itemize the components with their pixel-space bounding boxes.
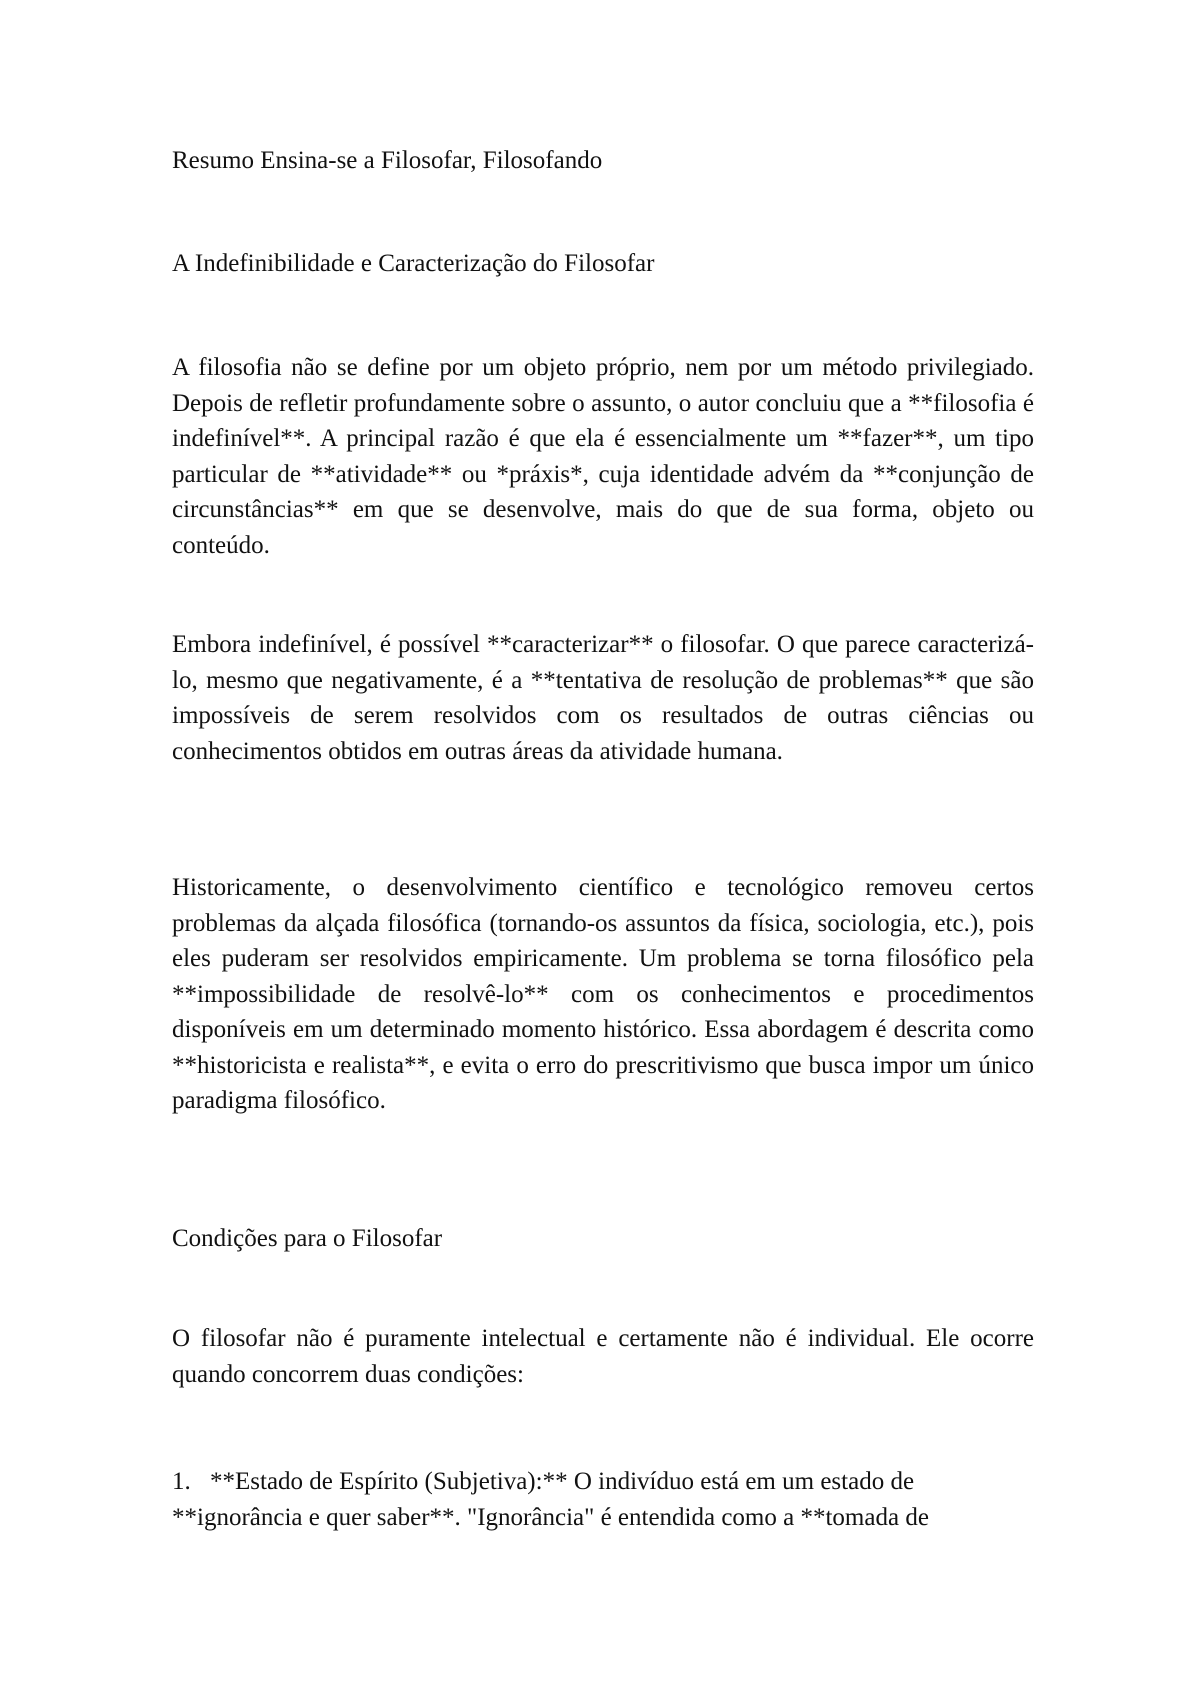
document-title: Resumo Ensina-se a Filosofar, Filosofando (172, 147, 603, 174)
list-item-text: **Estado de Espírito (Subjetiva):** O indivíduo está em um estado de **ignorância e quer saber**. "Ignorância" é entendida como a **tomada de (172, 1468, 929, 1531)
list-item-estado-de-espirito (172, 1464, 1034, 1535)
paragraph-caracterizar: Embora indefinível, é possível **caracterizar** o filosofar. O que parece caracterizá-lo, mesmo que negativamente, é a **tentativa de resolução de problemas** que são impossíveis de serem resolvidos com os resultados de outras ciências ou conhecimentos obtidos em outras áreas da atividade humana. (172, 631, 1034, 765)
paragraph-historicamente: Historicamente, o desenvolvimento científico e tecnológico removeu certos problemas da alçada filosófica (tornando-os assuntos da física, sociologia, etc.), pois eles puderam ser resolvidos empiricamente. Um problema se torna filosófico pela **impossibilidade de resolvê-lo** com os conhecimentos e procedimentos disponíveis em um determinado momento histórico. Essa abordagem é descrita como **historicista e realista**, e evita o erro do prescritivismo que busca impor um único paradigma filosófico. (172, 874, 1034, 1114)
section-heading-indefinibilidade: A Indefinibilidade e Caracterização do Filosofar (172, 250, 655, 277)
list-item-number: 1. (172, 1468, 191, 1495)
paragraph-condicoes: O filosofar não é puramente intelectual e certamente não é individual. Ele ocorre quando concorrem duas condições: (172, 1325, 1034, 1388)
paragraph-indefinivel: A filosofia não se define por um objeto próprio, nem por um método privilegiado. Depois de refletir profundamente sobre o assunto, o autor concluiu que a **filosofia é indefinível**. A principal razão é que ela é essencialmente um **fazer**, um tipo particular de **atividade** ou *práxis*, cuja identidade advém da **conjunção de circunstâncias** em que se desenvolve, mais do que de sua forma, objeto ou conteúdo. (172, 354, 1034, 559)
section-heading-condicoes: Condições para o Filosofar (172, 1225, 443, 1252)
